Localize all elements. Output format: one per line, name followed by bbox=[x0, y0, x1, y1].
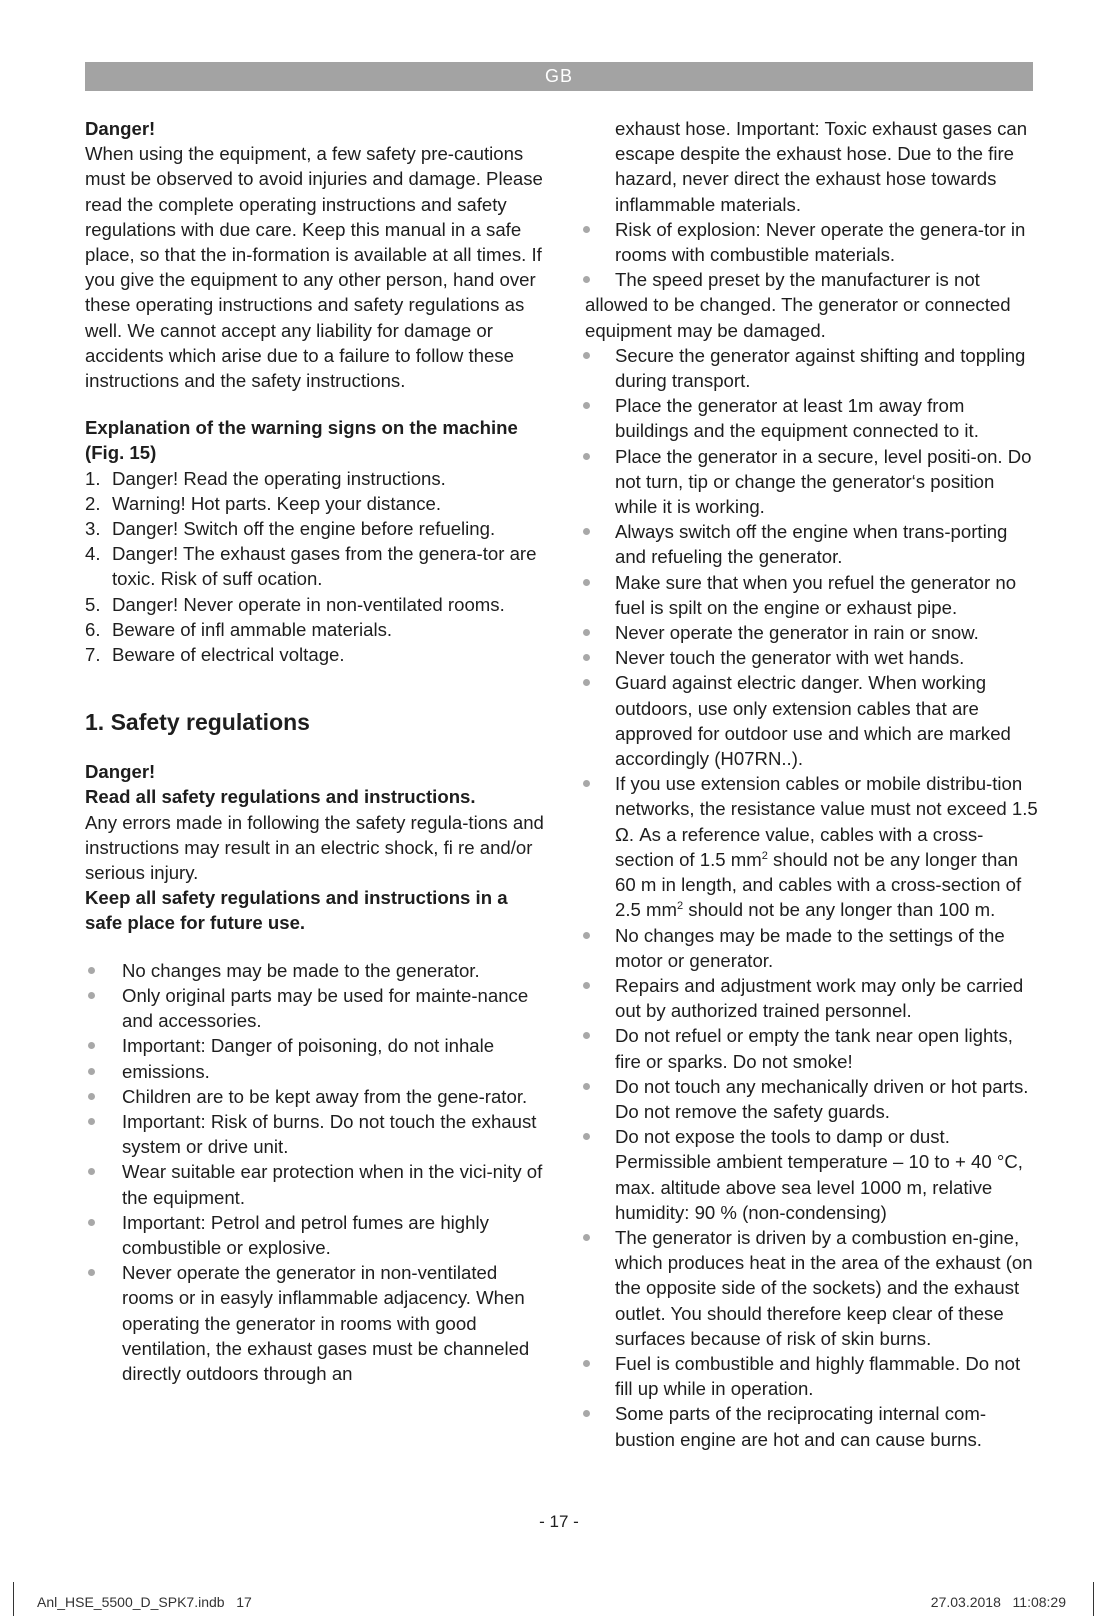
list-item: Risk of explosion: Never operate the genera-tor in rooms with combustible materials. bbox=[585, 217, 1040, 267]
errors-paragraph: Any errors made in following the safety regula-tions and instructions may result in an electric shock, fi re and/or serious injury. bbox=[85, 811, 544, 884]
list-item: 4. Danger! The exhaust gases from the genera-tor are toxic. Risk of suff ocation. bbox=[85, 543, 537, 590]
warning-signs-list bbox=[85, 466, 545, 668]
list-item: Always switch off the engine when trans-porting and refueling the generator. bbox=[585, 519, 1040, 569]
warning-signs-heading: Explanation of the warning signs on the machine (Fig. 15) bbox=[85, 417, 518, 464]
list-item: 5. Danger! Never operate in non-ventilated rooms. bbox=[85, 593, 505, 615]
right-column bbox=[585, 116, 1040, 1452]
list-item: The speed preset by the manufacturer is not allowed to be changed. The generator or connected equipment may be damaged. bbox=[585, 269, 1011, 341]
list-item: Never operate the generator in non-ventilated rooms or in easyly inflammable adjacency. When operating the generator in rooms with good ventilation, the exhaust gases must be channeled directly outdoors through an bbox=[85, 1260, 545, 1386]
list-item: Fuel is combustible and highly flammable. Do not fill up while in operation. bbox=[585, 1351, 1040, 1401]
bullet-icon bbox=[583, 1234, 590, 1241]
list-item: 7. Beware of electrical voltage. bbox=[85, 644, 345, 666]
bullet-icon bbox=[583, 629, 590, 636]
bullet-icon bbox=[583, 579, 590, 586]
list-item: Do not expose the tools to damp or dust. Permissible ambient temperature – 10 to + 40 °C, max. altitude above sea level 1000 m, relative humidity: 90 % (non-condensing) bbox=[585, 1124, 1040, 1225]
bullet-icon bbox=[583, 528, 590, 535]
bullet-icon bbox=[88, 967, 95, 974]
list-item: Important: Risk of burns. Do not touch the exhaust system or drive unit. bbox=[85, 1109, 545, 1159]
list-item: Place the generator at least 1m away from buildings and the equipment connected to it. bbox=[585, 393, 1040, 443]
bullet-icon bbox=[88, 1269, 95, 1276]
list-item: Never touch the generator with wet hands. bbox=[585, 645, 1040, 670]
danger-title: Danger! bbox=[85, 118, 156, 139]
list-item: 6. Beware of infl ammable materials. bbox=[85, 618, 393, 640]
footer-filename: Anl_HSE_5500_D_SPK7.indb 17 bbox=[37, 1594, 252, 1610]
list-item: Make sure that when you refuel the generator no fuel is spilt on the engine or exhaust pipe. bbox=[585, 570, 1040, 620]
list-item: Do not touch any mechanically driven or hot parts. Do not remove the safety guards. bbox=[585, 1074, 1040, 1124]
footer-datetime: 27.03.2018 11:08:29 bbox=[930, 1594, 1066, 1610]
list-item-continuation: exhaust hose. Important: Toxic exhaust gases can escape despite the exhaust hose. Due to the fire hazard, never direct the exhaust hose towards inflammable materials. bbox=[615, 118, 1028, 215]
bullet-icon bbox=[583, 780, 590, 787]
list-item: Important: Danger of poisoning, do not inhale bbox=[85, 1033, 545, 1058]
section-danger-title: Danger! bbox=[85, 761, 156, 783]
bullet-icon bbox=[583, 1032, 590, 1039]
bullet-icon bbox=[88, 1093, 95, 1100]
bullet-icon bbox=[88, 1068, 95, 1075]
left-column bbox=[85, 116, 545, 1386]
bullet-icon bbox=[583, 352, 590, 359]
list-item: Children are to be kept away from the gene-rator. bbox=[85, 1084, 545, 1109]
list-item-extension-cables: If you use extension cables or mobile distribu-tion networks, the resistance value must not exceed 1.5 Ω. As a reference value, cables with a cross-section of 1.5 $mm^2$ should not be any longer than 60 m in length, and cables with a cross-section of 2.5 $mm^2$ should not be any longer than 100 m. bbox=[585, 771, 1040, 922]
bullet-icon bbox=[583, 654, 590, 661]
list-item: Secure the generator against shifting and toppling during transport. bbox=[585, 343, 1040, 393]
bullet-icon bbox=[583, 679, 590, 686]
list-item: 3. Danger! Switch off the engine before refueling. bbox=[85, 518, 496, 540]
list-item: Guard against electric danger. When working outdoors, use only extension cables that are approved for outdoor use and which are marked accordingly (H07RN..). bbox=[585, 670, 1040, 771]
list-item: 2. Warning! Hot parts. Keep your distance. bbox=[85, 492, 441, 514]
read-all-instructions: Read all safety regulations and instructions. bbox=[85, 786, 476, 808]
language-code: GB bbox=[544, 66, 573, 86]
danger-paragraph: When using the equipment, a few safety pre-cautions must be observed to avoid injuries and damage. Please read the complete operating instructions and safety regulations with due care. Keep this manual in a safe place, so that the in-formation is available at all times. If you give the equipment to any other person, hand over these operating instructions and safety regulations as well. We cannot accept any liability for damage or accidents which arise due to a failure to follow these instructions and the safety instructions. bbox=[85, 143, 543, 392]
list-item: Never operate the generator in rain or snow. bbox=[585, 620, 1040, 645]
bullet-icon bbox=[583, 982, 590, 989]
list-item: Some parts of the reciprocating internal com-bustion engine are hot and can cause burns. bbox=[585, 1401, 1040, 1451]
list-item: Wear suitable ear protection when in the vici-nity of the equipment. bbox=[85, 1159, 545, 1209]
bullet-icon bbox=[88, 1042, 95, 1049]
bullet-icon bbox=[583, 226, 590, 233]
bullet-icon bbox=[583, 1360, 590, 1367]
crop-mark-right bbox=[1093, 1582, 1094, 1616]
safety-bullet-list-left bbox=[85, 958, 545, 1386]
list-item: Repairs and adjustment work may only be carried out by authorized trained personnel. bbox=[585, 973, 1040, 1023]
bullet-icon bbox=[583, 1133, 590, 1140]
list-item: Place the generator in a secure, level positi-on. Do not turn, tip or change the generator‘s position while it is working. bbox=[585, 444, 1040, 520]
bullet-icon bbox=[88, 1219, 95, 1226]
bullet-icon bbox=[88, 992, 95, 999]
list-item: emissions. bbox=[85, 1059, 545, 1084]
bullet-icon bbox=[583, 932, 590, 939]
bullet-icon bbox=[583, 402, 590, 409]
bullet-icon bbox=[583, 1410, 590, 1417]
list-item: No changes may be made to the settings of the motor or generator. bbox=[585, 923, 1040, 973]
page-number: - 17 - bbox=[539, 1512, 579, 1531]
section-title: 1. Safety regulations bbox=[85, 709, 310, 736]
language-header-bar bbox=[85, 62, 1033, 91]
list-item: Do not refuel or empty the tank near open lights, fire or sparks. Do not smoke! bbox=[585, 1023, 1040, 1073]
list-item: 1. Danger! Read the operating instructions. bbox=[85, 467, 446, 489]
crop-mark-left bbox=[13, 1582, 14, 1616]
bullet-icon bbox=[583, 1083, 590, 1090]
list-item: Only original parts may be used for mainte-nance and accessories. bbox=[85, 983, 545, 1033]
list-item: The generator is driven by a combustion en-gine, which produces heat in the area of the exhaust (on the opposite side of the sockets) and the exhaust outlet. You should therefore keep clear of these surfaces because of risk of skin burns. bbox=[585, 1225, 1040, 1351]
list-item: No changes may be made to the generator. bbox=[85, 958, 545, 983]
safety-bullet-list-right bbox=[585, 116, 1040, 1452]
bullet-icon bbox=[583, 453, 590, 460]
list-item: Important: Petrol and petrol fumes are highly combustible or explosive. bbox=[85, 1210, 545, 1260]
bullet-icon bbox=[88, 1118, 95, 1125]
keep-all-instructions: Keep all safety regulations and instructions in a safe place for future use. bbox=[85, 887, 508, 934]
bullet-icon bbox=[88, 1168, 95, 1175]
